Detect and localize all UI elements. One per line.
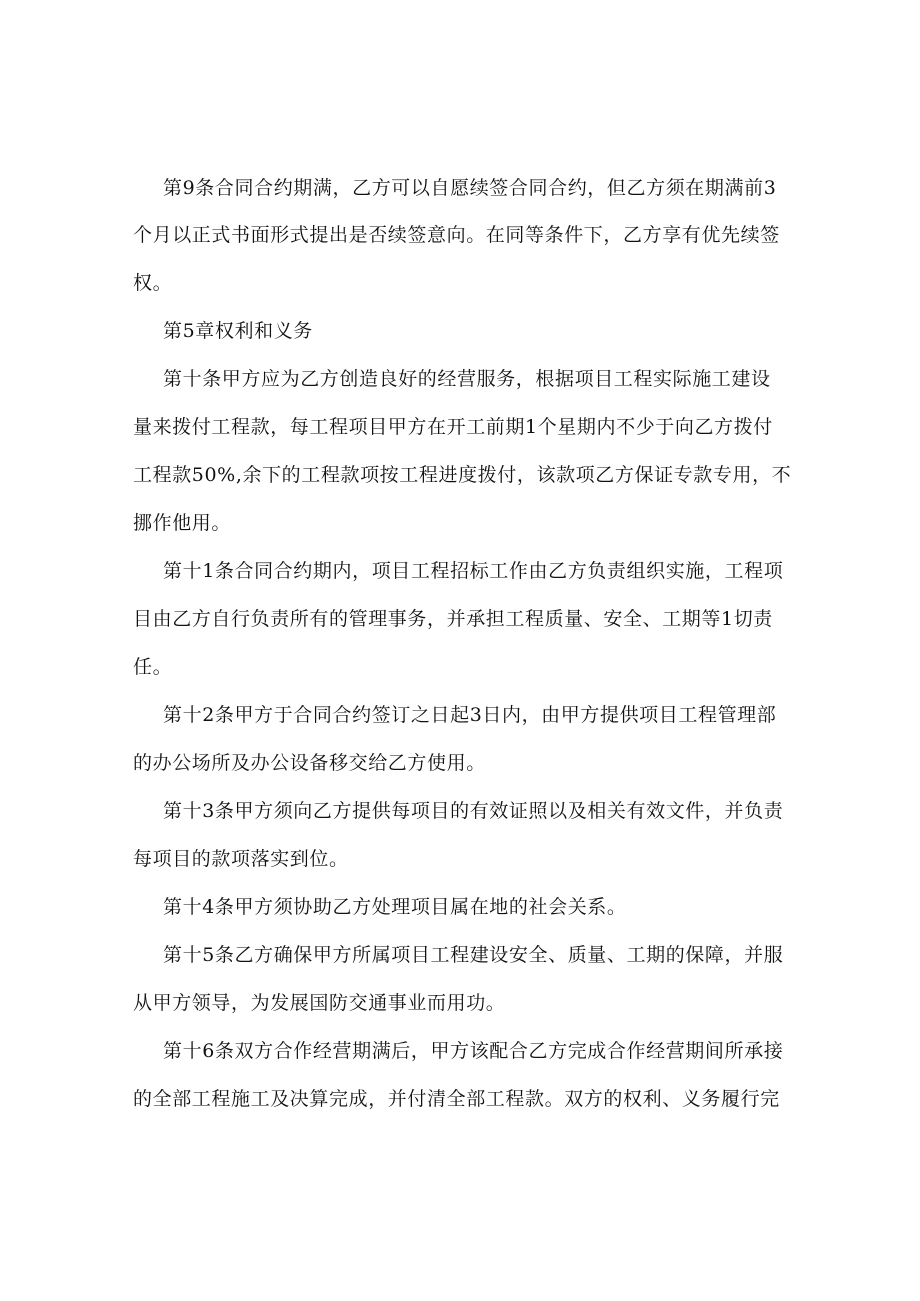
text-line: 权。: [133, 272, 173, 294]
text-line: 目由乙方自行负责所有的管理事务，并承担工程质量、安全、工期等1切责: [133, 608, 773, 630]
text-line: 的全部工程施工及决算完成，并付清全部工程款。双方的权利、义务履行完: [133, 1088, 780, 1110]
text-line: 工程款50%,余下的工程款项按工程进度拨付，该款项乙方保证专款专用，不: [133, 464, 792, 486]
text-line: 第9条合同合约期满，乙方可以自愿续签合同合约，但乙方须在期满前3: [163, 177, 777, 199]
text-line: 第十5条乙方确保甲方所属项目工程建设安全、质量、工期的保障，并服: [163, 944, 784, 966]
text-line: 第十条甲方应为乙方创造良好的经营服务，根据项目工程实际施工建设: [163, 368, 771, 390]
text-line: 挪作他用。: [133, 512, 232, 534]
text-line: 个月以正式书面形式提出是否续签意向。在同等条件下，乙方享有优先续签: [133, 224, 780, 246]
text-line: 的办公场所及办公设备移交给乙方使用。: [133, 752, 486, 774]
text-line: 每项目的款项落实到位。: [133, 848, 349, 870]
text-line: 第十2条甲方于合同合约签订之日起3日内，由甲方提供项目工程管理部: [163, 704, 777, 726]
text-line: 第十6条双方合作经营期满后，甲方该配合乙方完成合作经营期间所承接: [163, 1040, 784, 1062]
text-line: 第十1条合同合约期内，项目工程招标工作由乙方负责组织实施，工程项: [163, 560, 784, 582]
text-line: 量来拨付工程款，每工程项目甲方在开工前期1个星期内不少于向乙方拨付: [133, 416, 773, 438]
text-line: 第十3条甲方须向乙方提供每项目的有效证照以及相关有效文件，并负责: [163, 800, 784, 822]
text-line: 第十4条甲方须协助乙方处理项目属在地的社会关系。: [163, 896, 627, 918]
text-line: 任。: [133, 656, 173, 678]
text-line: 从甲方领导，为发展国防交通事业而用功。: [133, 992, 506, 1014]
chapter-heading: 第5章权利和义务: [163, 320, 313, 342]
